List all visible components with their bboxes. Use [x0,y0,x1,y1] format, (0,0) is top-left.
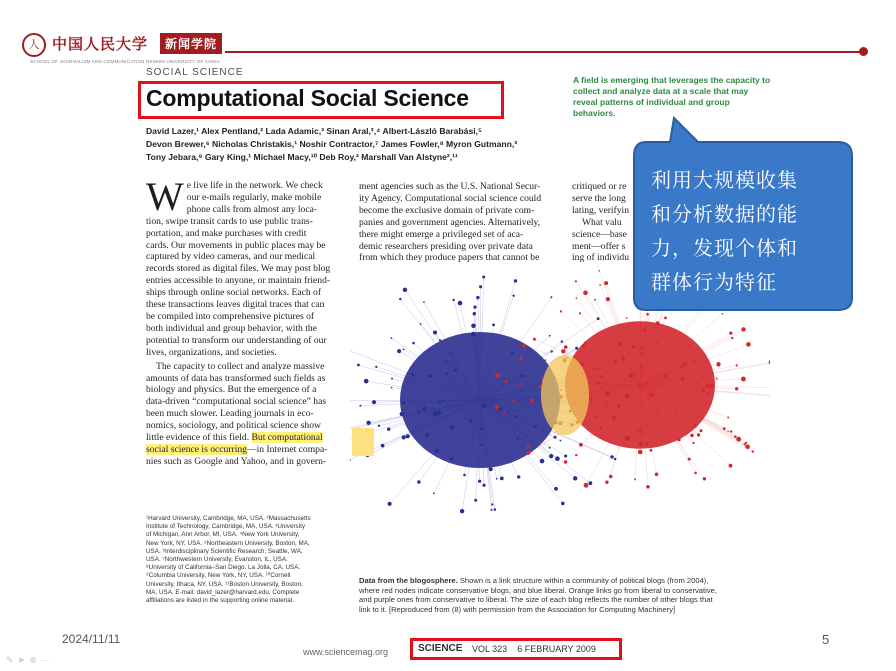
network-node [423,301,425,303]
network-node [533,338,536,341]
network-node [752,450,754,452]
network-node [520,383,522,385]
network-node [690,434,694,438]
text-line: nies such as Google and Yahoo, and in govern- [146,455,327,467]
caption-line: where red nodes indicate conservative blogs, and blue liberal. Orange links go from liberal to conservative, [359,585,717,595]
journal-name: SCIENCE [418,643,463,654]
network-node [729,464,733,468]
text-fragment: little evidence of this field. [146,432,252,444]
network-node [366,421,370,425]
network-node [495,405,499,409]
text-line: become the exclusive domain of private com- [359,204,535,216]
text-line: ing of individu [572,252,630,264]
text-line: The capacity to collect and analyze massive [156,360,325,372]
network-node [746,342,751,347]
text-line: captured by video cameras, and our medical [146,251,316,263]
slide-page-number: 5 [822,632,830,647]
text-line: there might emerge a privileged set of aca- [359,228,524,240]
network-node [575,347,578,350]
network-node [458,301,463,306]
university-subtitle: SCHOOL OF JOURNALISM AND COMMUNICATION RENMIN UNIVERSITY OF CHINA [30,59,220,64]
caption-title: Data from the blogosphere. [359,576,458,585]
text-line: demic researchers presiding over private data [359,240,533,252]
network-node [378,425,380,427]
text-line: these transactions leaves digital traces that can [146,299,325,311]
network-node [494,508,497,511]
caption-text: Shown is a link structure within a community of political blogs (from 2004), [457,576,709,585]
network-node [745,445,750,450]
network-node [460,509,464,513]
network-node [703,477,706,480]
text-line: ships through online social networks. Each of [146,287,322,299]
university-logo-seal: 人 [22,33,46,57]
figure-caption [359,576,779,614]
network-node [403,288,407,292]
body-column-1 [146,174,346,468]
network-node [731,337,733,339]
header-divider-dot [859,47,868,56]
highlighted-text: But computational [251,432,323,444]
footnote-line: Institute of Technology, Cambridge, MA, USA. ³University [146,523,306,531]
network-node [564,345,568,349]
network-node [549,335,551,337]
network-node [482,484,485,487]
text-line: science—base [572,228,627,240]
network-node [594,299,596,301]
school-name-badge: 新闻学院 [160,33,222,54]
network-node [584,483,589,488]
footnote-line: ⁹Columbia University, New York, NY, USA. ¹⁰Cornell [146,572,291,580]
network-node [549,447,551,449]
network-node [391,337,393,339]
text-line [146,444,346,456]
network-node [727,417,729,419]
network-node [736,364,738,366]
network-node [420,323,422,325]
network-node [500,477,504,481]
article-title: Computational Social Science [146,85,469,111]
text-line: potential to transform our understanding of our [146,334,327,346]
journal-url: www.sciencemag.org [303,647,389,657]
network-node [496,478,498,480]
network-node [655,473,659,477]
network-node [473,306,476,309]
network-node [610,455,613,458]
pointer-tool-icon[interactable]: ➤ [17,655,30,665]
network-node [375,366,377,368]
network-node [579,443,583,447]
callout-line: 群体行为特征 [651,270,777,294]
callout-line: 利用大规模收集 [651,168,798,192]
network-node [554,436,557,439]
network-node [357,364,360,367]
network-node [560,440,562,442]
network-node [634,478,636,480]
network-node [381,444,385,448]
zoom-tool-icon[interactable]: ⊕ [29,655,41,665]
network-node [561,340,563,342]
network-node [403,349,405,351]
highlight-marker [352,428,374,456]
network-node [492,324,495,327]
footnote-line: ⁸University of California–San Diego, La Jolla, CA, USA. [146,564,301,572]
network-node [489,467,493,471]
footnote-line: affiliations are listed in the supporting online material. [146,597,294,605]
network-node [564,455,567,458]
network-node [520,357,523,360]
paragraph-1 [146,174,346,359]
network-node [604,281,608,285]
text-line: data-driven “computational social science” has [146,396,327,408]
network-node [359,405,361,407]
network-node [491,503,493,505]
network-node [564,460,567,463]
network-node [735,387,738,390]
text-line: our e-mails regularly, make mobile [186,191,322,203]
footnote-line: of Michigan, Ann Arbor, MI, USA. ⁴New York University, [146,531,300,539]
network-node [387,428,390,431]
text-line: from which they produce papers that cannot be [359,252,540,264]
network-node [688,458,691,461]
footnote-line: MA, USA. E-mail: david_lazer@harvard.edu. Complete [146,588,300,596]
network-node [561,349,565,353]
footnote-line: USA. ⁷Northwestern University, Evanston, IL, USA. [146,556,288,564]
text-line: biology and physics. But the emergence of a [146,384,317,396]
network-node [372,400,376,404]
drop-cap: W [146,174,184,219]
network-node [729,332,732,335]
network-node [727,431,729,433]
network-node [350,459,351,462]
text-line: lating, verifyin [572,204,630,216]
network-node [474,499,477,502]
network-node [433,493,435,495]
text-line: amounts of data has transformed such fields as [146,372,326,384]
network-cluster-core [400,332,560,468]
pen-tool-icon[interactable]: ✎ [6,655,18,665]
network-node [598,270,600,272]
network-node [555,456,560,461]
university-name: 中国人民大学 [52,35,149,53]
cross-link-bridge [541,355,589,435]
sidebar-note: A field is emerging that leverages the capacity to collect and analyze data at a scale that may reveal patterns of individual and group behaviors. [573,75,771,118]
network-node [514,279,517,282]
network-node [579,312,581,314]
network-node [479,285,482,288]
footnote-line: University, Ithaca, NY, USA. ¹¹Boston University, Boston, [146,580,303,588]
network-node [388,502,392,506]
text-line: lives, organizations, and societies. [146,346,277,358]
network-node [540,459,545,464]
network-node [741,327,745,331]
text-line: critiqued or re [572,181,627,192]
network-node [517,475,520,478]
text-fragment: —in Internet compa- [246,443,328,455]
header-divider [225,51,861,53]
network-node [397,349,401,353]
text-line: cards. Our movements in public places may be [146,239,326,251]
network-node [406,434,410,438]
network-node [744,443,746,445]
text-line: ity Agency. Computational social science could [359,192,542,204]
network-node [433,331,437,335]
network-node [463,474,466,477]
network-node [530,399,534,403]
network-node [554,487,558,491]
callout-line: 和分析数据的能 [651,202,798,226]
text-line: be compiled into comprehensive pictures of [146,310,315,322]
network-node [471,324,476,329]
network-node [391,378,393,380]
network-node [700,429,703,432]
network-node [527,446,530,449]
text-line: e live life in the network. We check [186,180,323,191]
network-node [539,385,542,388]
network-node [723,427,726,430]
network-node [741,377,746,382]
text-line: both individual and group behavior, with the [146,322,317,334]
network-node [650,449,653,452]
network-node [496,373,501,378]
text-line: tion, swipe transit cards to use public trans- [146,215,313,227]
network-node [694,472,697,475]
network-node [605,481,608,484]
network-node [491,509,493,511]
network-node [692,442,694,444]
author-line: David Lazer,¹ Alex Pentland,² Lada Adamic,³ Sinan Aral,²,⁴ Albert-László Barabási,⁵ [146,126,483,136]
network-node [597,317,600,320]
slide-date: 2024/11/11 [62,632,121,646]
network-node [734,435,737,438]
author-line: Devon Brewer,⁶ Nicholas Christakis,¹ Noshir Contractor,⁷ James Fowler,⁸ Myron Gutmann,³ [146,139,518,149]
network-node [716,362,720,366]
network-node [391,387,393,389]
volume-date: VOL 323 6 FEBRUARY 2009 [472,644,596,654]
network-node [599,284,601,286]
paragraph-2 [146,361,346,468]
more-tools-icon[interactable]: ⋯ [40,655,54,665]
text-line: ment—offer s [572,240,626,252]
network-node [512,295,514,297]
author-line: Tony Jebara,⁹ Gary King,¹ Michael Macy,¹⁰ Deb Roy,² Marshall Van Alstyne²,¹¹ [146,152,458,162]
network-node [575,280,577,282]
network-node [402,435,406,439]
caption-line: and purple ones from conservative to liberal. The size of each blog reflects the number of other blogs that [359,595,713,605]
highlighted-text: social science is occurring [146,443,247,455]
text-line: What valu [582,216,622,228]
network-node [505,380,508,383]
text-line: entries accessible to anyone, or maintain friend- [146,275,331,287]
network-node [589,481,593,485]
footnote-line: New York, NY, USA. ⁵Northeastern University, Boston, MA, [146,539,310,547]
network-node [638,450,643,455]
network-node [513,399,515,401]
text-line: serve the long [572,192,626,204]
text-line: ment agencies such as the U.S. National Secur- [359,181,541,192]
network-node [476,296,479,299]
network-node [583,291,588,296]
caption-line [359,576,779,586]
affiliation-footnotes [146,515,350,605]
network-node [560,310,562,312]
network-node [730,430,732,432]
network-node [716,378,718,380]
network-node [550,296,552,298]
network-node [504,412,506,414]
network-node [478,480,481,483]
network-node [412,342,415,345]
callout-text [651,163,841,299]
text-line: nomics, sociology, and political science show [146,420,321,432]
text-line [146,432,346,444]
network-node [573,476,577,480]
network-node [664,317,667,320]
network-node [609,475,612,478]
footnote-line: USA. ⁶Interdisciplinary Scientific Research, Seattle, WA, [146,547,303,555]
network-node [626,317,628,319]
text-line: panies and government agencies. Alternatively, [359,216,541,228]
network-node [522,344,526,348]
network-node [736,437,741,442]
network-node [576,297,578,299]
network-node [452,299,454,301]
text-line: phone calls from almost any loca- [186,203,318,215]
network-node [575,454,577,456]
network-node [697,433,700,436]
text-line: portation, and make purchases with credit [146,227,307,239]
network-node [549,454,553,458]
footnote-line: ¹Harvard University, Cambridge, MA, USA. ²Massachusetts [146,515,311,522]
network-node [551,350,553,352]
text-line: records stored as digital files. We may post blog [146,263,331,275]
network-node [606,297,610,301]
caption-line: link to it. [Reproduced from (8) with permission from the Association for Computing Machinery] [359,604,676,614]
network-node [561,502,565,506]
network-node [482,276,485,279]
callout-line: 力，发现个体和 [651,236,798,260]
network-node [417,480,420,483]
network-node [473,312,476,315]
network-node [646,485,650,489]
network-node [364,379,369,384]
text-line: been much slower. Leading journals in eco- [146,408,314,420]
section-label: SOCIAL SCIENCE [146,67,244,78]
network-node [614,458,616,460]
slideshow-toolbar[interactable] [6,655,54,666]
network-node [526,451,530,455]
network-node [399,298,401,300]
